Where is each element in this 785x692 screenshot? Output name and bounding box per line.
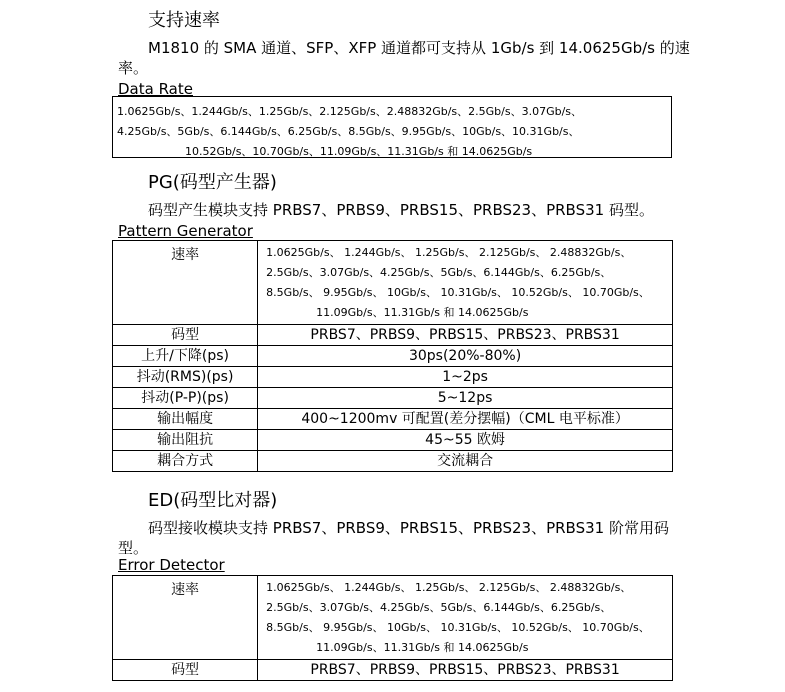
rate-line: 2.5Gb/s、3.07Gb/s、4.25Gb/s、5Gb/s、6.144Gb/s、6.25Gb/s、 — [266, 266, 612, 279]
pg-paragraph: 码型产生模块支持 PRBS7、PRBS9、PRBS15、PRBS23、PRBS31 码型。 — [148, 201, 654, 219]
row-value: 45~55 欧姆 — [258, 430, 673, 451]
row-value: 5~12ps — [258, 388, 673, 409]
pattern-generator-title: Pattern Generator — [118, 222, 253, 240]
table-row — [113, 576, 673, 660]
row-value: 交流耦合 — [258, 451, 673, 472]
table-value-cell — [258, 576, 673, 660]
error-detector-title: Error Detector — [118, 556, 225, 574]
heading-pattern-generator: PG(码型产生器) — [148, 172, 277, 193]
rate-line: 1.0625Gb/s、 1.244Gb/s、 1.25Gb/s、 2.125Gb/s、 2.48832Gb/s、 — [266, 581, 632, 594]
ed-paragraph-line2: 型。 — [118, 539, 149, 557]
table-value-cell — [258, 241, 673, 325]
rates-paragraph-line1: M1810 的 SMA 通道、SFP、XFP 通道都可支持从 1Gb/s 到 14.0625Gb/s 的速 — [148, 39, 690, 57]
table-label-cell — [113, 241, 258, 325]
row-label: 输出阻抗 — [113, 430, 258, 451]
row-label: 码型 — [113, 660, 258, 681]
table-row — [113, 660, 673, 681]
data-rate-line: 4.25Gb/s、5Gb/s、6.144Gb/s、6.25Gb/s、8.5Gb/s、9.95Gb/s、10Gb/s、10.31Gb/s、 — [117, 125, 580, 138]
rate-line: 11.09Gb/s、11.31Gb/s 和 14.0625Gb/s — [316, 641, 529, 654]
rate-line: 2.5Gb/s、3.07Gb/s、4.25Gb/s、5Gb/s、6.144Gb/s、6.25Gb/s、 — [266, 601, 612, 614]
table-row — [113, 451, 673, 472]
heading-supported-rates: 支持速率 — [148, 10, 220, 31]
table-row — [113, 346, 673, 367]
row-label: 上升/下降(ps) — [113, 346, 258, 367]
data-rate-line: 1.0625Gb/s、1.244Gb/s、1.25Gb/s、2.125Gb/s、2.48832Gb/s、2.5Gb/s、3.07Gb/s、 — [117, 105, 583, 118]
table-row — [113, 367, 673, 388]
table-row — [113, 325, 673, 346]
table-row — [113, 409, 673, 430]
rate-label: 速率 — [171, 247, 200, 263]
table-row — [113, 430, 673, 451]
heading-error-detector: ED(码型比对器) — [148, 490, 278, 511]
row-value: 1~2ps — [258, 367, 673, 388]
pattern-generator-table — [112, 240, 673, 472]
row-value: PRBS7、PRBS9、PRBS15、PRBS23、PRBS31 — [258, 660, 673, 681]
rate-line: 8.5Gb/s、 9.95Gb/s、 10Gb/s、 10.31Gb/s、 10.52Gb/s、 10.70Gb/s、 — [266, 286, 650, 299]
rate-line: 11.09Gb/s、11.31Gb/s 和 14.0625Gb/s — [316, 306, 529, 319]
data-rate-box — [112, 96, 672, 158]
row-label: 耦合方式 — [113, 451, 258, 472]
row-label: 抖动(P-P)(ps) — [113, 388, 258, 409]
rates-paragraph-line2: 率。 — [118, 59, 149, 77]
data-rate-line: 10.52Gb/s、10.70Gb/s、11.09Gb/s、11.31Gb/s 和 14.0625Gb/s — [185, 145, 533, 158]
table-label-cell — [113, 576, 258, 660]
row-label: 码型 — [113, 325, 258, 346]
rate-line: 8.5Gb/s、 9.95Gb/s、 10Gb/s、 10.31Gb/s、 10.52Gb/s、 10.70Gb/s、 — [266, 621, 650, 634]
row-label: 抖动(RMS)(ps) — [113, 367, 258, 388]
row-value: 30ps(20%-80%) — [258, 346, 673, 367]
data-rate-title: Data Rate — [118, 80, 193, 98]
row-label: 输出幅度 — [113, 409, 258, 430]
error-detector-table — [112, 575, 673, 681]
ed-paragraph-line1: 码型接收模块支持 PRBS7、PRBS9、PRBS15、PRBS23、PRBS31 阶常用码 — [148, 519, 669, 537]
row-value: 400~1200mv 可配置(差分摆幅)（CML 电平标准） — [258, 409, 673, 430]
row-value: PRBS7、PRBS9、PRBS15、PRBS23、PRBS31 — [258, 325, 673, 346]
table-row — [113, 388, 673, 409]
rate-label: 速率 — [171, 582, 200, 598]
table-row — [113, 241, 673, 325]
rate-line: 1.0625Gb/s、 1.244Gb/s、 1.25Gb/s、 2.125Gb/s、 2.48832Gb/s、 — [266, 246, 632, 259]
